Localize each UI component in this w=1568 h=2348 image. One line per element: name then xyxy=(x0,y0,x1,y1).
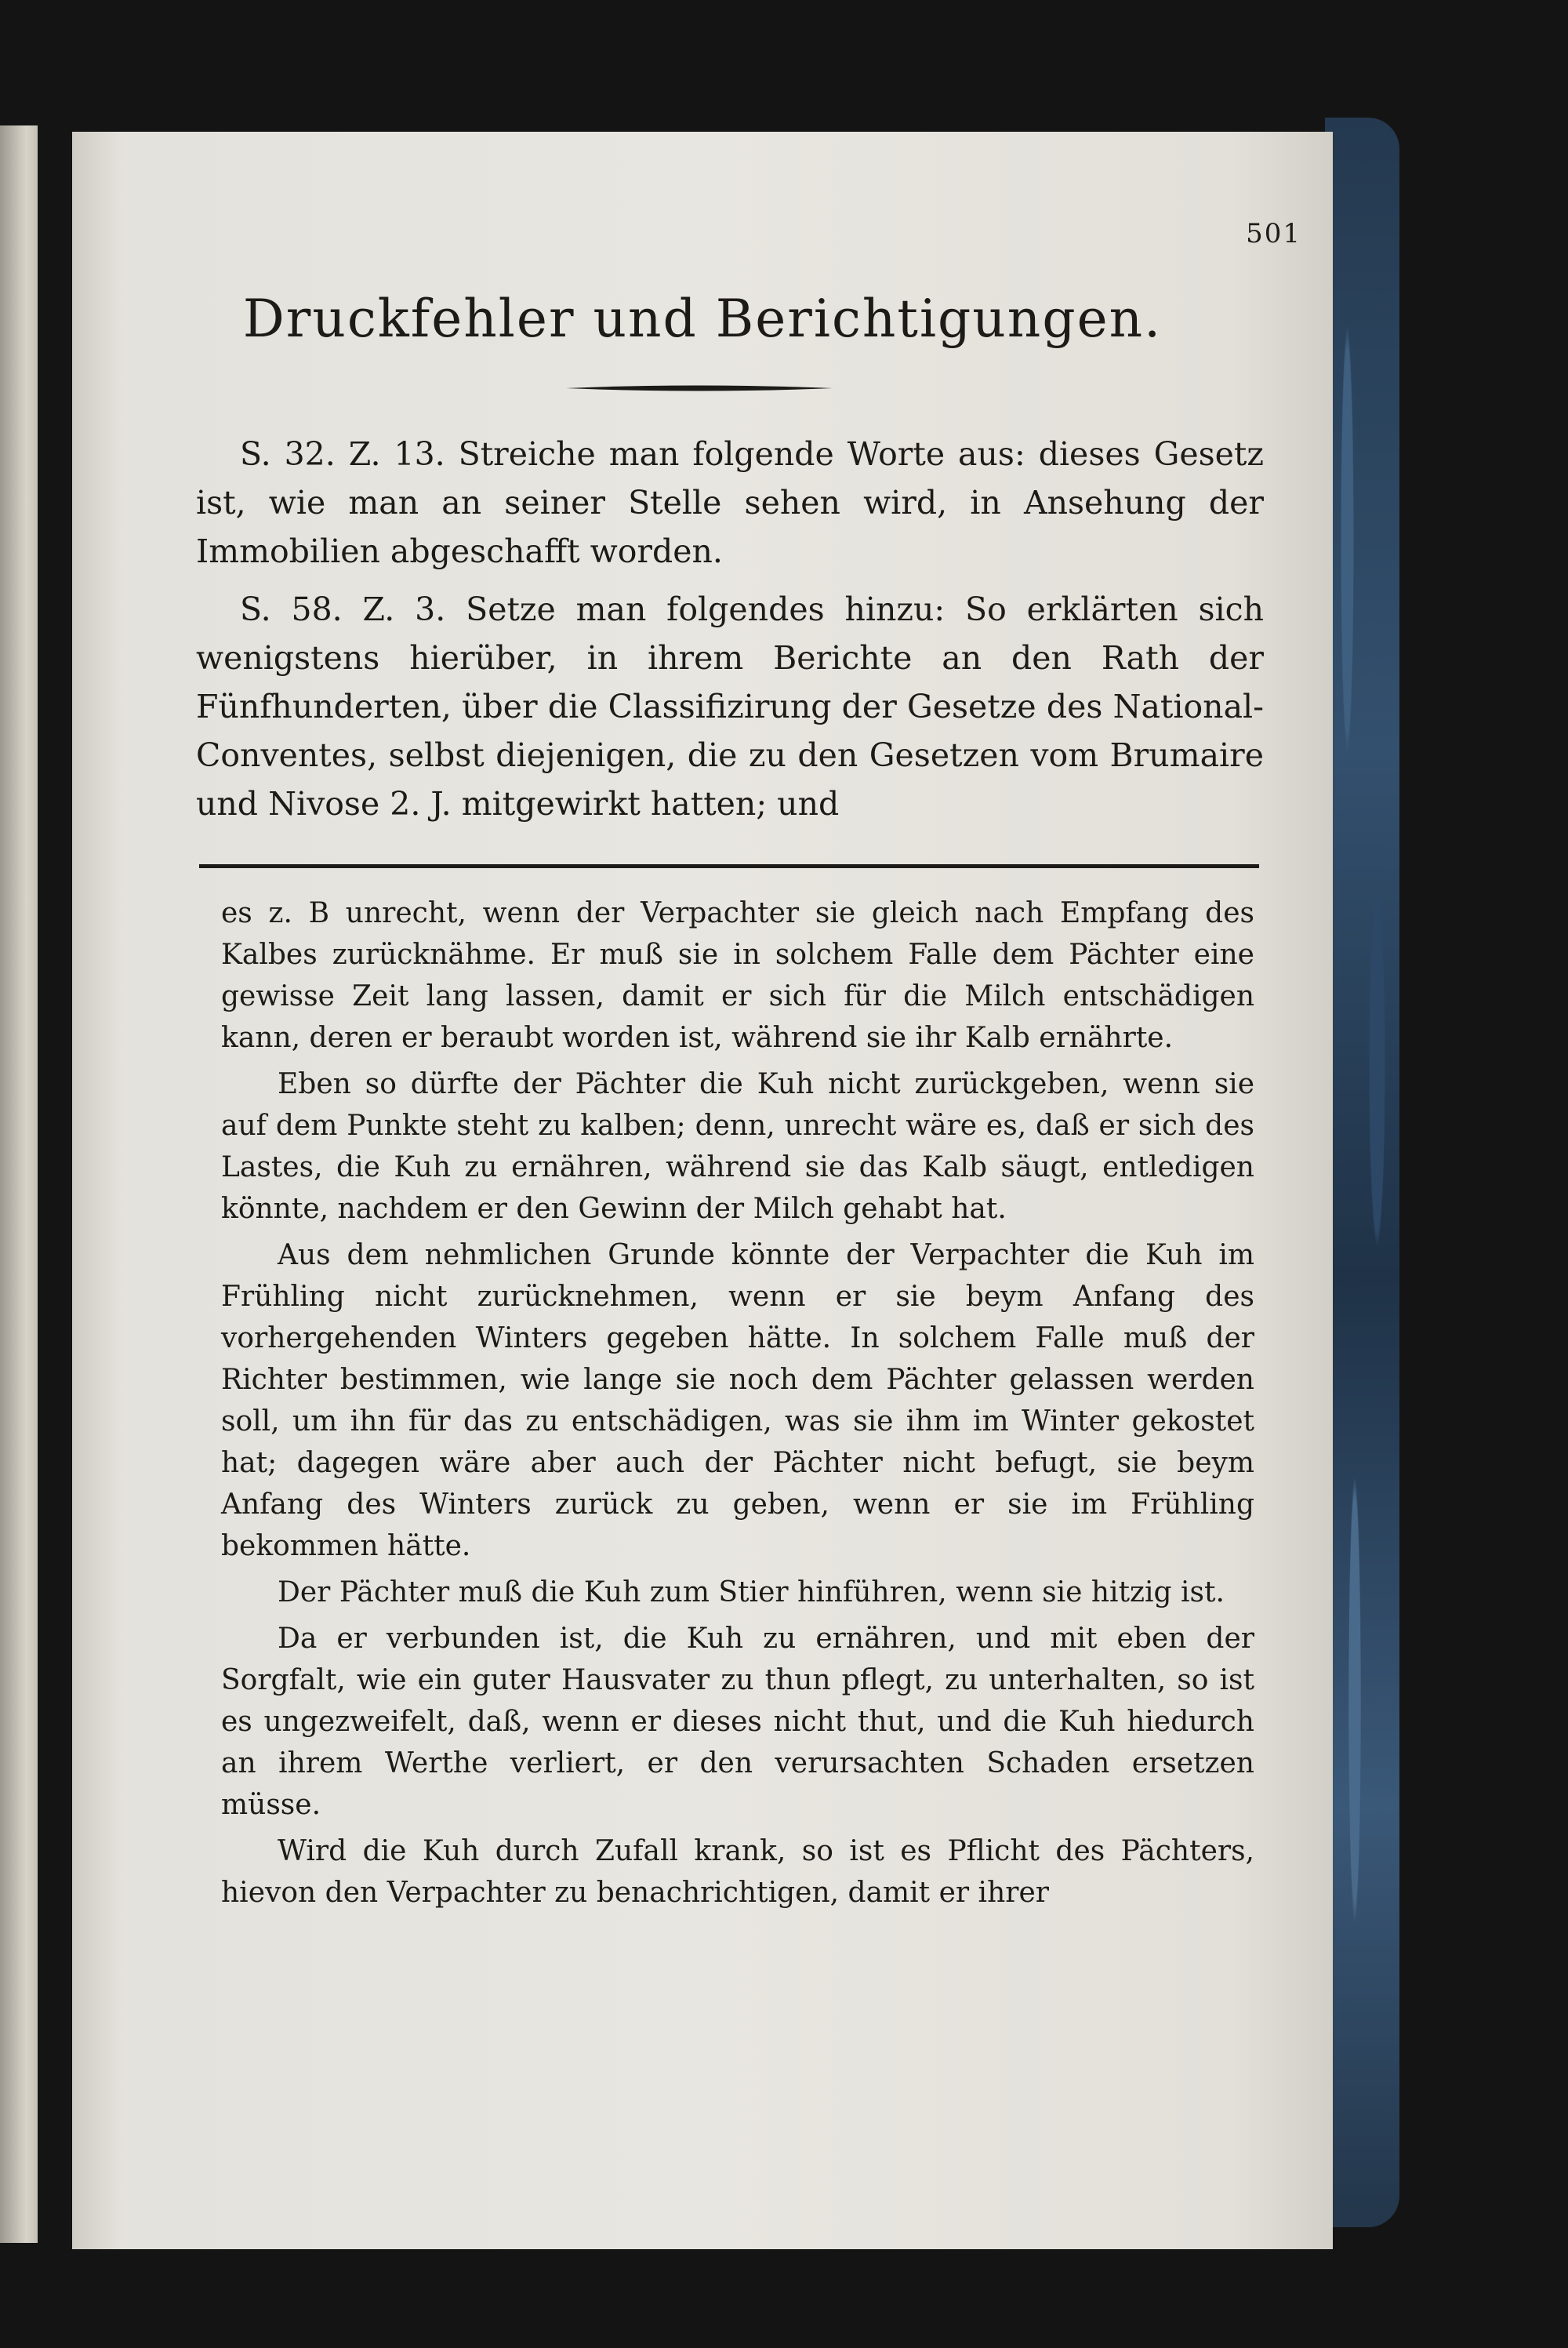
footnote-paragraph: es z. B unrecht, wenn der Verpachter sie gleich nach Empfang des Kalbes zurücknähme. Er muß sie in solchem Falle dem Pächter eine gewisse Zeit lang lassen, damit er sich für die Milch entschädigen kann, deren er beraubt worden ist, während sie ihr Kalb ernährte. xyxy=(221,897,1254,1054)
footnote-paragraph: Aus dem nehmlichen Grunde könnte der Verpachter die Kuh im Frühling nicht zurücknehmen, wenn er sie beym Anfang des vorhergehenden Winters gegeben hätte. In solchem Falle muß der Richter bestimmen, wie lange sie noch dem Pächter gelassen werden soll, um ihn für das zu entschädigen, was sie ihm im Winter gekostet hat; dagegen wäre aber auch der Pächter nicht befugt, sie beym Anfang des Winters zurück zu geben, wenn er sie im Frühling bekommen hätte. xyxy=(221,1239,1254,1562)
corrections-list xyxy=(196,430,1264,838)
correction-entry: S. 58. Z. 3. Setze man folgendes hinzu: So erklärten sich wenigstens hierüber, in ihrem Berichte an den Rath der Fünfhunderten, über die Classifizirung der Gesetze des National-Conventes, selbst diejenigen, die zu den Gesetzen vom Brumaire und Nivose 2. J. mitgewirkt hatten; und xyxy=(196,591,1264,823)
footnote-paragraph: Wird die Kuh durch Zufall krank, so ist es Pflicht des Pächters, hievon den Verpachter zu benachrichtigen, damit er ihrer xyxy=(221,1835,1254,1909)
page-title: Druckfehler und Berichtigungen. xyxy=(242,289,1163,349)
footnote-paragraph: Da er verbunden ist, die Kuh zu ernähren, und mit eben der Sorgfalt, wie ein guter Hausvater zu thun pflegt, zu unterhalten, so ist es ungezweifelt, daß, wenn er dieses nicht thut, und die Kuh hiedurch an ihrem Werthe verliert, er den verursachten Schaden ersetzen müsse. xyxy=(221,1623,1254,1821)
book-page xyxy=(72,132,1333,2249)
facing-page-edge xyxy=(0,125,38,2243)
book-binding xyxy=(1325,118,1399,2227)
footnote-text xyxy=(221,892,1254,1918)
footnote-rule xyxy=(199,864,1259,868)
title-ornament xyxy=(566,384,833,392)
correction-entry: S. 32. Z. 13. Streiche man folgende Worte aus: dieses Gesetz ist, wie man an seiner Stelle sehen wird, in Ansehung der Immobilien abgeschafft worden. xyxy=(196,435,1264,570)
page-number: 501 xyxy=(1246,218,1301,249)
footnote-paragraph: Der Pächter muß die Kuh zum Stier hinführen, wenn sie hitzig ist. xyxy=(278,1576,1225,1608)
footnote-paragraph: Eben so dürfte der Pächter die Kuh nicht zurückgeben, wenn sie auf dem Punkte steht zu kalben; denn, unrecht wäre es, daß er sich des Lastes, die Kuh zu ernähren, während sie das Kalb säugt, entledigen könnte, nachdem er den Gewinn der Milch gehabt hat. xyxy=(221,1068,1254,1225)
